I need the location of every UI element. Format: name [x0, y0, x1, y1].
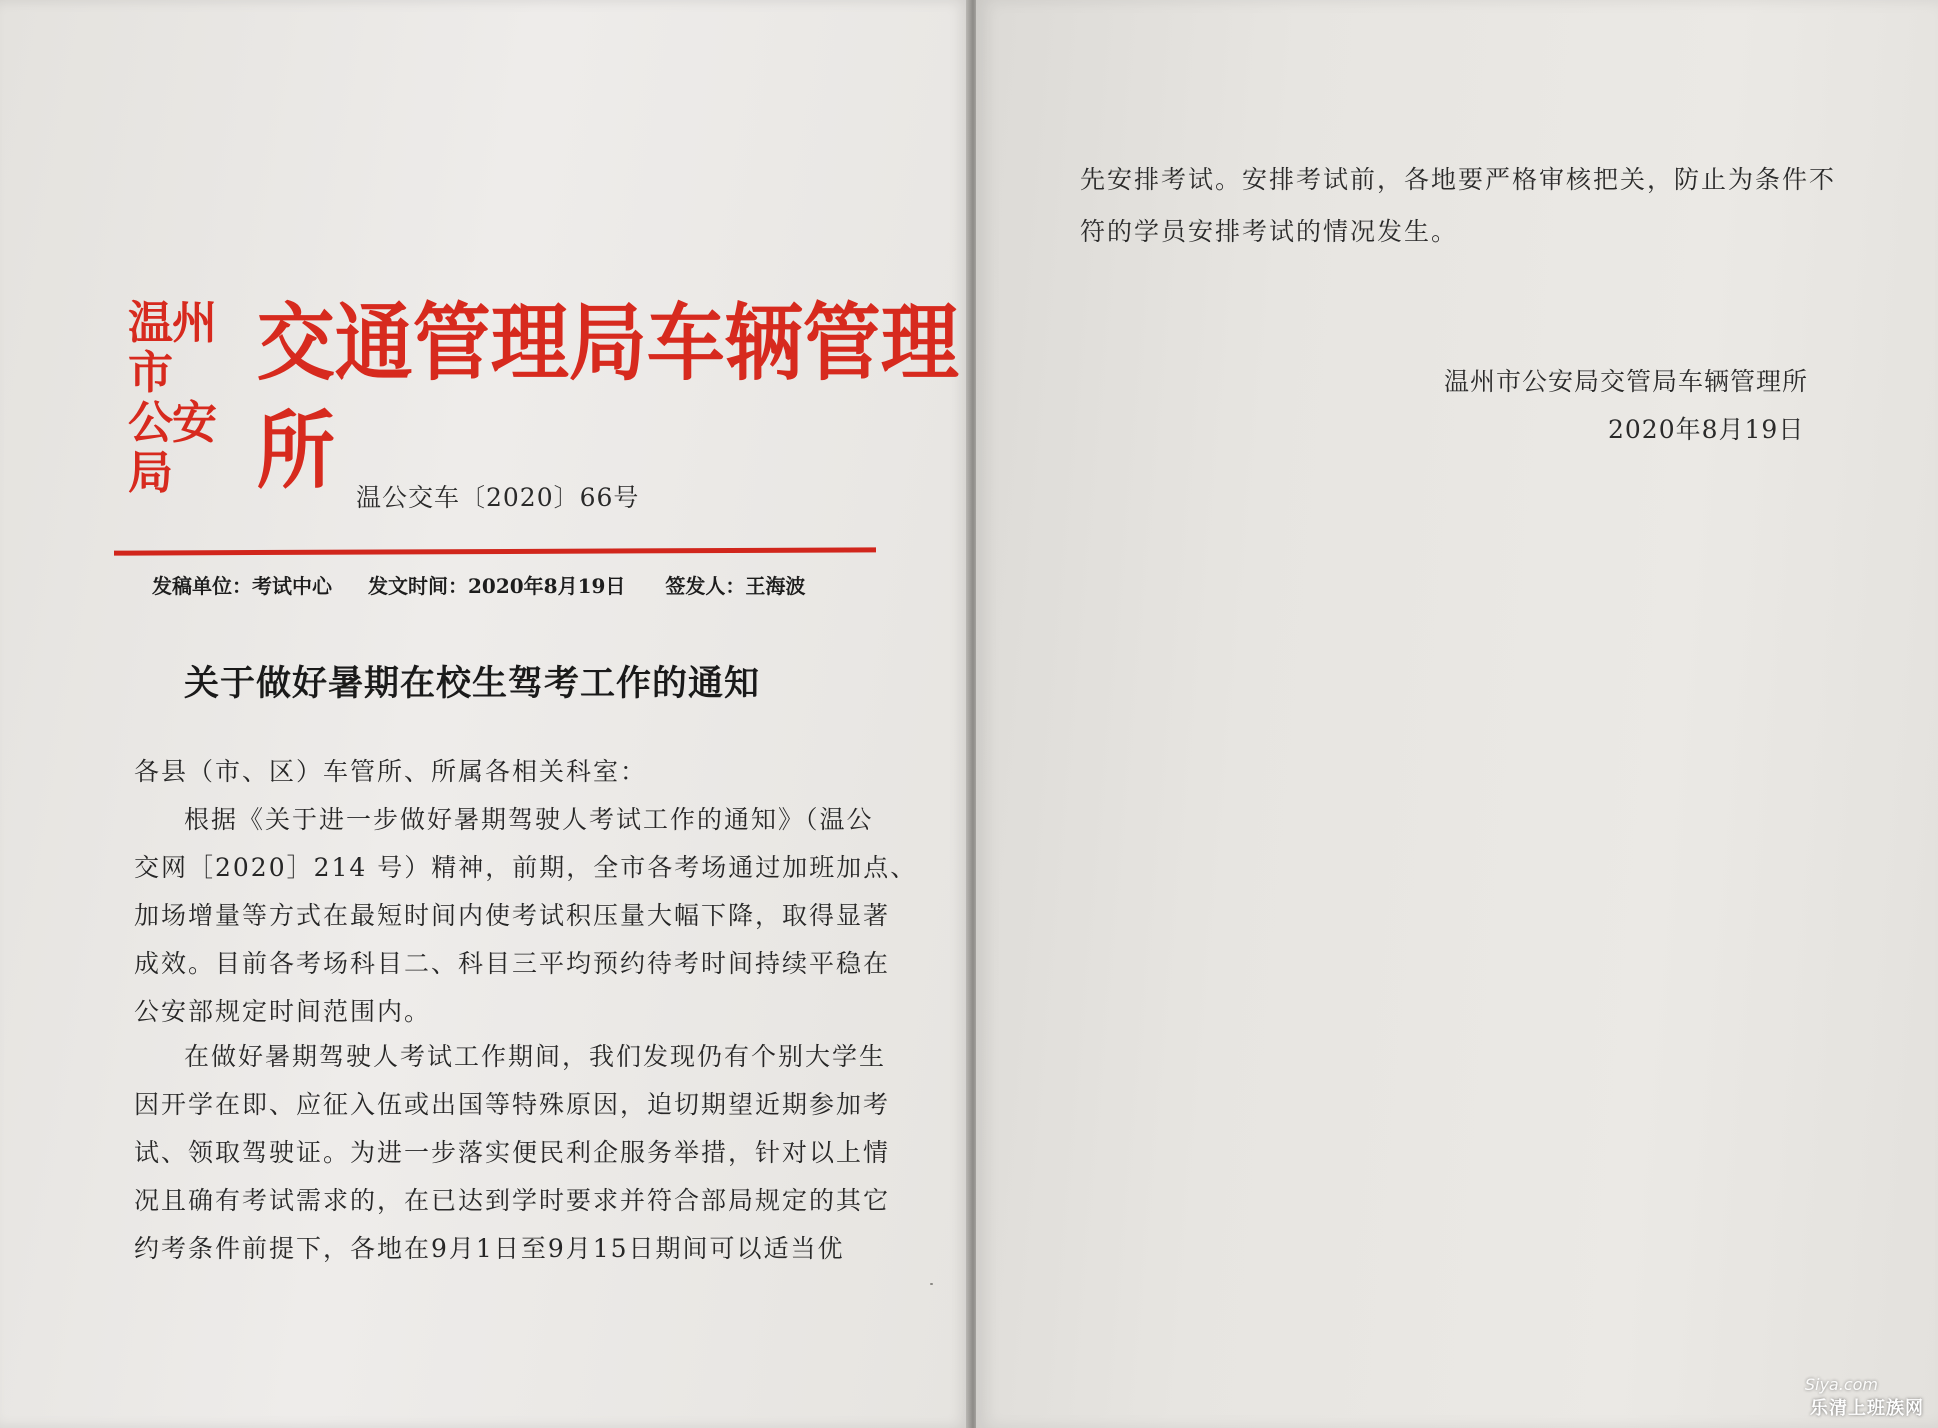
letterhead-stack — [128, 298, 249, 498]
paper-speck — [930, 1283, 933, 1285]
paragraph-2 — [134, 1037, 891, 1277]
paragraph-1-line: 交网［2020］214 号）精神，前期，全市各考场通过加班加点、 — [134, 853, 918, 882]
letterhead-main: 交通管理局车辆管理所 — [256, 294, 959, 501]
red-divider — [114, 547, 876, 555]
signature-org: 温州市公安局交管局车辆管理所 — [1444, 367, 1809, 396]
meta-date: 发文时间：2020年8月19日 — [368, 574, 626, 598]
paragraph-2-line: 试、领取驾驶证。为进一步落实便民利企服务举措，针对以上情 — [134, 1138, 891, 1167]
paragraph-1-line: 公安部规定时间范围内。 — [134, 997, 432, 1026]
paragraph-1-line: 加场增量等方式在最短时间内使考试积压量大幅下降，取得显著 — [134, 901, 891, 930]
paragraph-2-line: 因开学在即、应征入伍或出国等特殊原因，迫切期望近期参加考 — [134, 1090, 891, 1119]
right-page-line: 先安排考试。安排考试前，各地要严格审核把关，防止为条件不 — [1080, 165, 1837, 194]
letterhead-bureau: 公安局 — [128, 396, 217, 499]
watermark-text: 乐清上班族网 — [1810, 1398, 1924, 1419]
meta-issuer: 发稿单位：考试中心 — [152, 574, 332, 598]
document-title: 关于做好暑期在校生驾考工作的通知 — [184, 663, 761, 704]
letterhead — [128, 294, 970, 501]
paragraph-2-line: 约考条件前提下，各地在9月1日至9月15日期间可以适当优 — [134, 1234, 845, 1263]
salutation: 各县（市、区）车管所、所属各相关科室： — [134, 757, 648, 786]
right-page — [976, 0, 1938, 1428]
paragraph-2-line: 在做好暑期驾驶人考试工作期间，我们发现仍有个别大学生 — [184, 1042, 887, 1071]
paragraph-1-line: 根据《关于进一步做好暑期驾驶人考试工作的通知》（温公 — [184, 805, 874, 834]
letterhead-city: 温州市 — [128, 296, 217, 399]
right-page-line: 符的学员安排考试的情况发生。 — [1080, 217, 1459, 246]
meta-row — [152, 570, 852, 599]
watermark — [1805, 1375, 1924, 1420]
paragraph-2-line: 况且确有考试需求的，在已达到学时要求并符合部局规定的其它 — [134, 1186, 891, 1215]
signature-date: 2020年8月19日 — [1608, 415, 1805, 444]
document-number: 温公交车〔2020〕66号 — [356, 483, 640, 512]
watermark-logo: Siya.com — [1804, 1375, 1878, 1394]
paragraph-1-line: 成效。目前各考场科目二、科目三平均预约待考时间持续平稳在 — [134, 949, 891, 978]
meta-signer: 签发人：王海波 — [665, 574, 806, 598]
paragraph-1 — [134, 800, 918, 1040]
